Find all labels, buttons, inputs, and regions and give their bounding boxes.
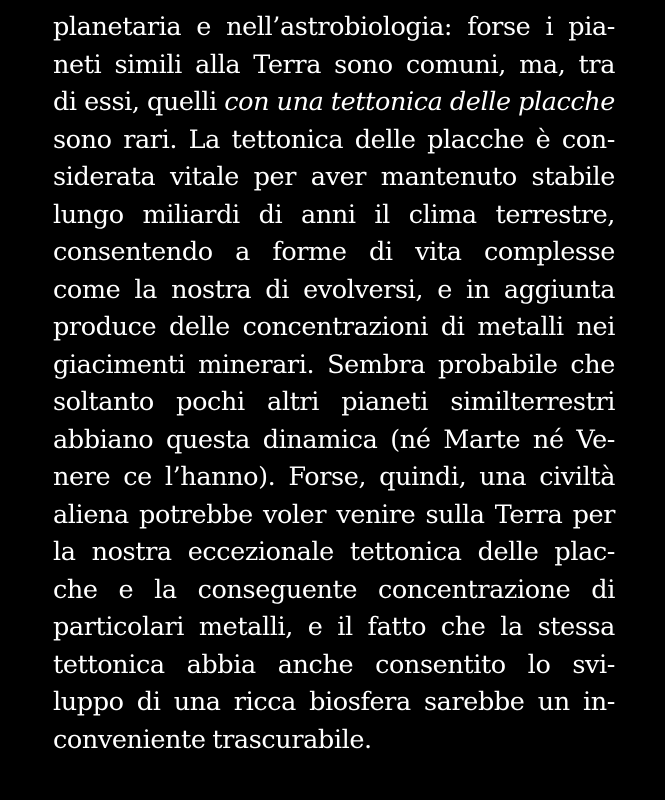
text-line: luppo di una ricca biosfera sarebbe un in- xyxy=(53,687,615,717)
body-paragraph xyxy=(53,9,615,759)
text-line: nere ce l’hanno). Forse, quindi, una civiltà xyxy=(53,462,615,492)
text-line: neti simili alla Terra sono comuni, ma, tra xyxy=(53,49,615,80)
italic-phrase: con una tettonica delle placche xyxy=(224,87,615,117)
text-line: giacimenti minerari. Sembra probabile che xyxy=(53,349,615,380)
text-line: aliena potrebbe voler venire sulla Terra per xyxy=(53,499,615,530)
text-line-last: conveniente trascurabile. xyxy=(53,724,372,755)
text-line: planetaria e nell’astrobiologia: forse i pia- xyxy=(53,12,615,42)
text-line: tettonica abbia anche consentito lo svi- xyxy=(53,649,615,680)
text-line: che e la conseguente concentrazione di xyxy=(53,574,615,605)
text-line: siderata vitale per aver mantenuto stabile xyxy=(53,162,615,192)
text-line: particolari metalli, e il fatto che la stessa xyxy=(53,612,615,642)
text-line: come la nostra di evolversi, e in aggiunta xyxy=(53,274,615,305)
text-line: soltanto pochi altri pianeti similterrestri xyxy=(53,387,615,417)
text-line: abbiano questa dinamica (né Marte né Ve- xyxy=(53,424,615,455)
text-line: produce delle concentrazioni di metalli nei xyxy=(53,312,615,342)
text-line: lungo miliardi di anni il clima terrestre, xyxy=(53,199,615,230)
text-line xyxy=(53,84,615,122)
text-line: la nostra eccezionale tettonica delle plac- xyxy=(53,537,615,567)
text-line: consentendo a forme di vita complesse xyxy=(53,237,615,267)
text-run: di essi, quelli xyxy=(53,87,225,117)
text-line: sono rari. La tettonica delle placche è con- xyxy=(53,124,615,155)
